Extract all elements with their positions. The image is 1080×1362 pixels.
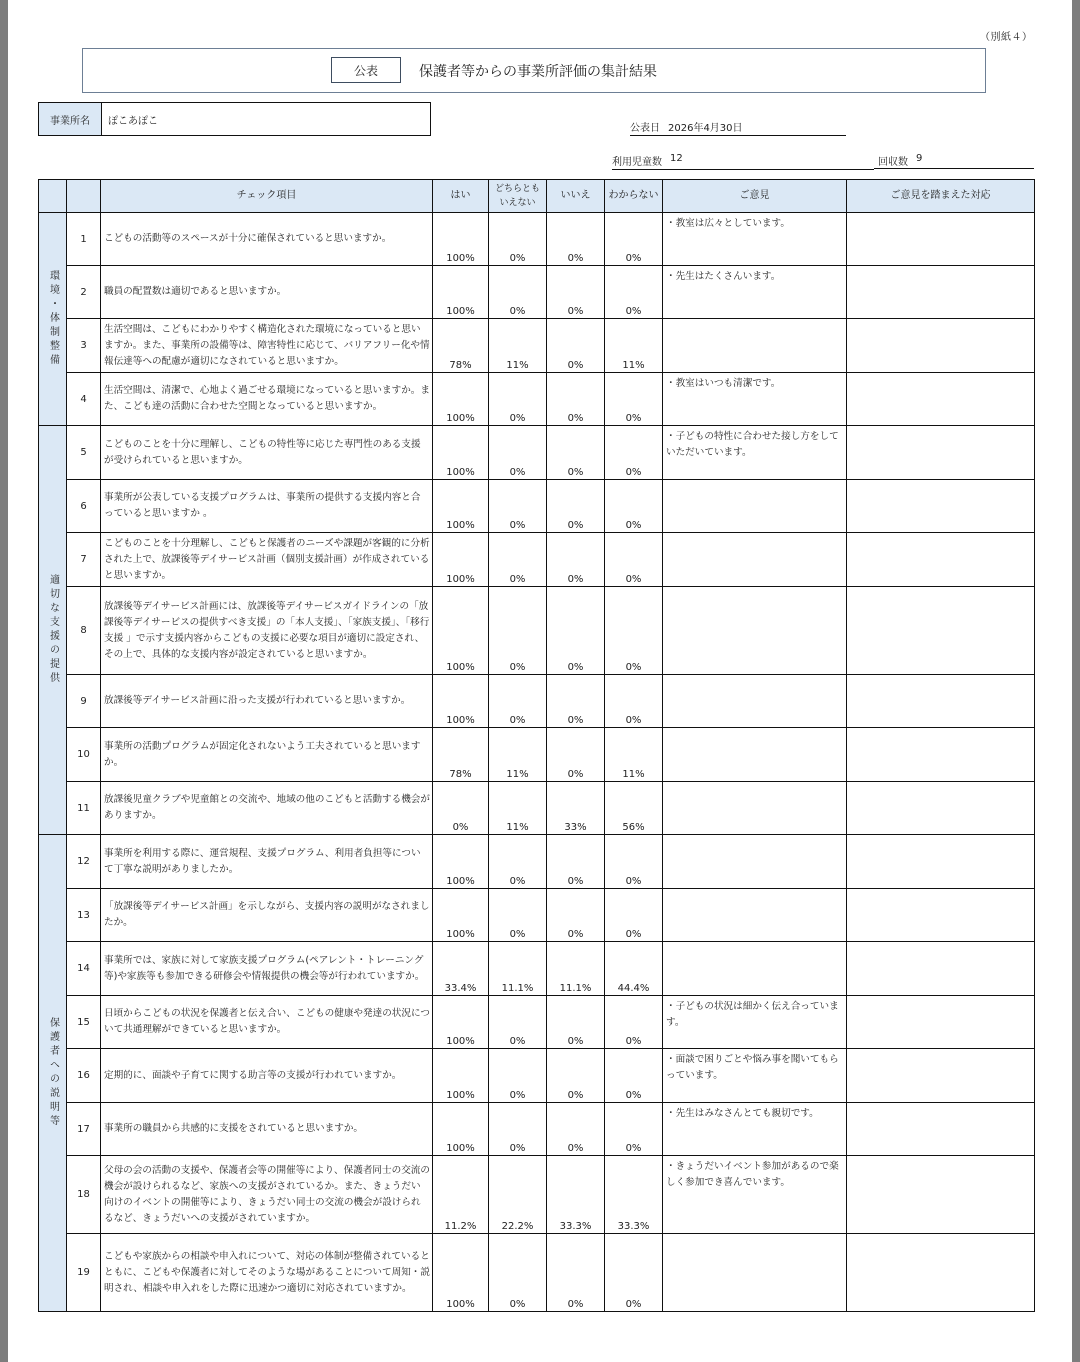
no-percent: 0% [547,889,605,942]
check-item-text: 父母の会の活動の支援や、保護者会等の開催等により、保護者同士の交流の機会が設けられるなど、家族への支援がされているか。また、きょうだい向けのイベントの開催等により、きょうだい同士の交流の機会が設けられるなど、きょうだいへの支援がされていますか。 [101,1156,433,1234]
check-item-text: 放課後児童クラブや児童館との交流や、地域の他のこどもと活動する機会がありますか。 [101,782,433,835]
item-number: 18 [67,1156,101,1234]
table-row [39,373,1035,426]
no-percent: 0% [547,1234,605,1312]
check-item-text: こどものことを十分理解し、こどもと保護者のニーズや課題が客観的に分析された上で、放課後等デイサービス計画（個別支援計画）が作成されていると思いますか。 [101,533,433,587]
item-number: 7 [67,533,101,587]
header-blank-number [67,180,101,213]
unknown-percent: 0% [605,533,663,587]
check-item-text: 「放課後等デイサービス計画」を示しながら、支援内容の説明がなされましたか。 [101,889,433,942]
opinion-text [663,480,847,533]
item-number: 2 [67,266,101,319]
yes-percent: 100% [433,996,489,1049]
table-row [39,782,1035,835]
no-percent: 0% [547,480,605,533]
check-item-text: 放課後等デイサービス計画に沿った支援が行われていると思いますか。 [101,675,433,728]
response-count-label: 回収数 [878,157,908,168]
no-percent: 0% [547,266,605,319]
office-name-label: 事業所名 [39,103,102,135]
check-item-text: 事業所の職員から共感的に支援をされていると思いますか。 [101,1103,433,1156]
table-row [39,319,1035,373]
category-label: 適切な支援の提供 [47,574,59,686]
table-row [39,213,1035,266]
neither-percent: 0% [489,373,547,426]
yes-percent: 100% [433,266,489,319]
response-text [847,480,1035,533]
opinion-text [663,782,847,835]
response-text [847,533,1035,587]
neither-percent: 11% [489,782,547,835]
unknown-percent: 0% [605,213,663,266]
children-count [612,153,874,170]
response-text [847,835,1035,889]
unknown-percent: 33.3% [605,1156,663,1234]
check-item-text: こどもや家族からの相談や申入れについて、対応の体制が整備されているとともに、こどもや保護者に対してそのような場があることについて周知・説明され、相談や申入れをした際に迅速かつ適切に対応されていますか。 [101,1234,433,1312]
neither-percent: 0% [489,213,547,266]
check-item-text: 生活空間は、こどもにわかりやすく構造化された環境になっていると思いますか。また、事業所の設備等は、障害特性に応じて、バリアフリー化や情報伝達等への配慮が適切になされていると思いますか。 [101,319,433,373]
no-percent: 0% [547,675,605,728]
unknown-percent: 0% [605,1103,663,1156]
yes-percent: 100% [433,426,489,480]
item-number: 19 [67,1234,101,1312]
table-row [39,1103,1035,1156]
publish-date-label: 公表日 [630,123,660,134]
table-row [39,587,1035,675]
opinion-text [663,587,847,675]
neither-percent: 11% [489,728,547,782]
unknown-percent: 11% [605,728,663,782]
no-percent: 11.1% [547,942,605,996]
neither-percent: 0% [489,835,547,889]
opinion-text: ・面談で困りごとや悩み事を聞いてもらっています。 [663,1049,847,1103]
yes-percent: 100% [433,587,489,675]
header-response: ご意見を踏まえた対応 [847,180,1035,213]
category-label: 保護者への説明等 [47,1017,59,1129]
opinion-text: ・子どもの状況は細かく伝え合っています。 [663,996,847,1049]
no-percent: 0% [547,426,605,480]
response-text [847,426,1035,480]
no-percent: 0% [547,587,605,675]
unknown-percent: 0% [605,480,663,533]
neither-percent: 0% [489,426,547,480]
office-name-box [38,102,431,136]
neither-percent: 0% [489,996,547,1049]
check-item-text: こどものことを十分に理解し、こどもの特性等に応じた専門性のある支援が受けられていると思いますか。 [101,426,433,480]
unknown-percent: 44.4% [605,942,663,996]
page-edge-right [1072,0,1080,1362]
item-number: 8 [67,587,101,675]
header-neither: どちらとも いえない [489,180,547,213]
no-percent: 0% [547,373,605,426]
yes-percent: 100% [433,1103,489,1156]
neither-percent: 11% [489,319,547,373]
page-edge-left [0,0,8,1362]
response-text [847,675,1035,728]
unknown-percent: 0% [605,889,663,942]
response-text [847,889,1035,942]
item-number: 16 [67,1049,101,1103]
opinion-text [663,533,847,587]
unknown-percent: 56% [605,782,663,835]
opinion-text: ・先生はたくさんいます。 [663,266,847,319]
category-label: 環境・体制整備 [47,270,59,368]
unknown-percent: 0% [605,426,663,480]
attachment-label: （別紙４） [980,32,1033,43]
neither-percent: 0% [489,675,547,728]
response-text [847,1156,1035,1234]
publish-date [630,119,846,136]
table-header-row [39,180,1035,213]
item-number: 10 [67,728,101,782]
office-name-value: ぽこあぽこ [108,115,158,127]
response-text [847,1103,1035,1156]
yes-percent: 100% [433,533,489,587]
table-row [39,942,1035,996]
evaluation-table [38,179,1035,1312]
no-percent: 0% [547,1049,605,1103]
neither-percent: 0% [489,533,547,587]
yes-percent: 100% [433,373,489,426]
item-number: 11 [67,782,101,835]
yes-percent: 100% [433,889,489,942]
unknown-percent: 0% [605,996,663,1049]
neither-percent: 0% [489,1049,547,1103]
yes-percent: 0% [433,782,489,835]
neither-percent: 0% [489,587,547,675]
neither-percent: 0% [489,1103,547,1156]
opinion-text: ・教室は広々としています。 [663,213,847,266]
opinion-text [663,835,847,889]
response-text [847,213,1035,266]
category-cell [39,426,67,835]
item-number: 12 [67,835,101,889]
response-text [847,1234,1035,1312]
table-row [39,266,1035,319]
check-item-text: 生活空間は、清潔で、心地よく過ごせる環境になっていると思いますか。また、こども達の活動に合わせた空間となっていると思いますか。 [101,373,433,426]
header-opinion: ご意見 [663,180,847,213]
table-row [39,480,1035,533]
no-percent: 33.3% [547,1156,605,1234]
neither-percent: 0% [489,889,547,942]
no-percent: 0% [547,319,605,373]
unknown-percent: 11% [605,319,663,373]
item-number: 15 [67,996,101,1049]
no-percent: 0% [547,533,605,587]
opinion-text: ・子どもの特性に合わせた接し方をしていただいています。 [663,426,847,480]
response-count [874,153,1034,169]
title-box [82,48,986,93]
yes-percent: 100% [433,835,489,889]
no-percent: 0% [547,996,605,1049]
response-count-value: 9 [916,153,923,164]
table-row [39,1049,1035,1103]
opinion-text [663,728,847,782]
item-number: 6 [67,480,101,533]
unknown-percent: 0% [605,675,663,728]
check-item-text: 定期的に、面談や子育てに関する助言等の支援が行われていますか。 [101,1049,433,1103]
neither-percent: 0% [489,480,547,533]
item-number: 1 [67,213,101,266]
category-cell [39,835,67,1312]
opinion-text [663,1234,847,1312]
unknown-percent: 0% [605,373,663,426]
no-percent: 33% [547,782,605,835]
check-item-text: 日頃からこどもの状況を保護者と伝え合い、こどもの健康や発達の状況について共通理解ができていると思いますか。 [101,996,433,1049]
table-row [39,835,1035,889]
item-number: 5 [67,426,101,480]
unknown-percent: 0% [605,587,663,675]
opinion-text: ・教室はいつも清潔です。 [663,373,847,426]
table-row [39,1156,1035,1234]
table-row [39,533,1035,587]
opinion-text [663,942,847,996]
opinion-text [663,675,847,728]
category-cell [39,213,67,426]
yes-percent: 100% [433,675,489,728]
no-percent: 0% [547,835,605,889]
item-number: 3 [67,319,101,373]
opinion-text: ・先生はみなさんとても親切です。 [663,1103,847,1156]
response-text [847,373,1035,426]
table-row [39,675,1035,728]
response-text [847,942,1035,996]
yes-percent: 100% [433,1049,489,1103]
response-text [847,728,1035,782]
check-item-text: こどもの活動等のスペースが十分に確保されていると思いますか。 [101,213,433,266]
yes-percent: 78% [433,319,489,373]
children-count-label: 利用児童数 [612,157,662,168]
item-number: 9 [67,675,101,728]
item-number: 17 [67,1103,101,1156]
item-number: 13 [67,889,101,942]
yes-percent: 100% [433,213,489,266]
response-text [847,782,1035,835]
header-yes: はい [433,180,489,213]
table-row [39,889,1035,942]
table-row [39,1234,1035,1312]
yes-percent: 33.4% [433,942,489,996]
opinion-text: ・きょうだいイベント参加があるので楽しく参加でき喜んでいます。 [663,1156,847,1234]
yes-percent: 11.2% [433,1156,489,1234]
opinion-text [663,319,847,373]
page-title: 保護者等からの事業所評価の集計結果 [419,64,657,80]
neither-percent: 0% [489,266,547,319]
check-item-text: 放課後等デイサービス計画には、放課後等デイサービスガイドラインの「放課後等デイサービスの提供すべき支援」の「本人支援」、「家族支援」、「移行支援 」で示す支援内容からこどもの支援に必要な項目が適切に設定され、その上で、具体的な支援内容が設定されていると思いますか。 [101,587,433,675]
children-count-value: 12 [670,153,683,164]
yes-percent: 78% [433,728,489,782]
check-item-text: 事業所を利用する際に、運営規程、支援プログラム、利用者負担等について丁寧な説明がありましたか。 [101,835,433,889]
unknown-percent: 0% [605,1234,663,1312]
unknown-percent: 0% [605,835,663,889]
yes-percent: 100% [433,480,489,533]
opinion-text [663,889,847,942]
table-row [39,728,1035,782]
header-check-item: チェック項目 [101,180,433,213]
check-item-text: 事業所が公表している支援プログラムは、事業所の提供する支援内容と合っていると思いますか 。 [101,480,433,533]
no-percent: 0% [547,213,605,266]
header-unknown: わからない [605,180,663,213]
no-percent: 0% [547,728,605,782]
neither-percent: 22.2% [489,1156,547,1234]
response-text [847,996,1035,1049]
check-item-text: 事業所の活動プログラムが固定化されないよう工夫されていると思いますか。 [101,728,433,782]
item-number: 14 [67,942,101,996]
no-percent: 0% [547,1103,605,1156]
header-no: いいえ [547,180,605,213]
neither-percent: 11.1% [489,942,547,996]
neither-percent: 0% [489,1234,547,1312]
header-blank-category [39,180,67,213]
unknown-percent: 0% [605,1049,663,1103]
unknown-percent: 0% [605,266,663,319]
response-text [847,319,1035,373]
check-item-text: 事業所では、家族に対して家族支援プログラム(ペアレント・トレーニング等)や家族等も参加できる研修会や情報提供の機会等が行われていますか。 [101,942,433,996]
table-row [39,996,1035,1049]
item-number: 4 [67,373,101,426]
check-item-text: 職員の配置数は適切であると思いますか。 [101,266,433,319]
response-text [847,587,1035,675]
response-text [847,1049,1035,1103]
table-row [39,426,1035,480]
yes-percent: 100% [433,1234,489,1312]
publication-badge: 公表 [331,57,401,83]
response-text [847,266,1035,319]
publish-date-value: 2026年4月30日 [668,123,743,134]
